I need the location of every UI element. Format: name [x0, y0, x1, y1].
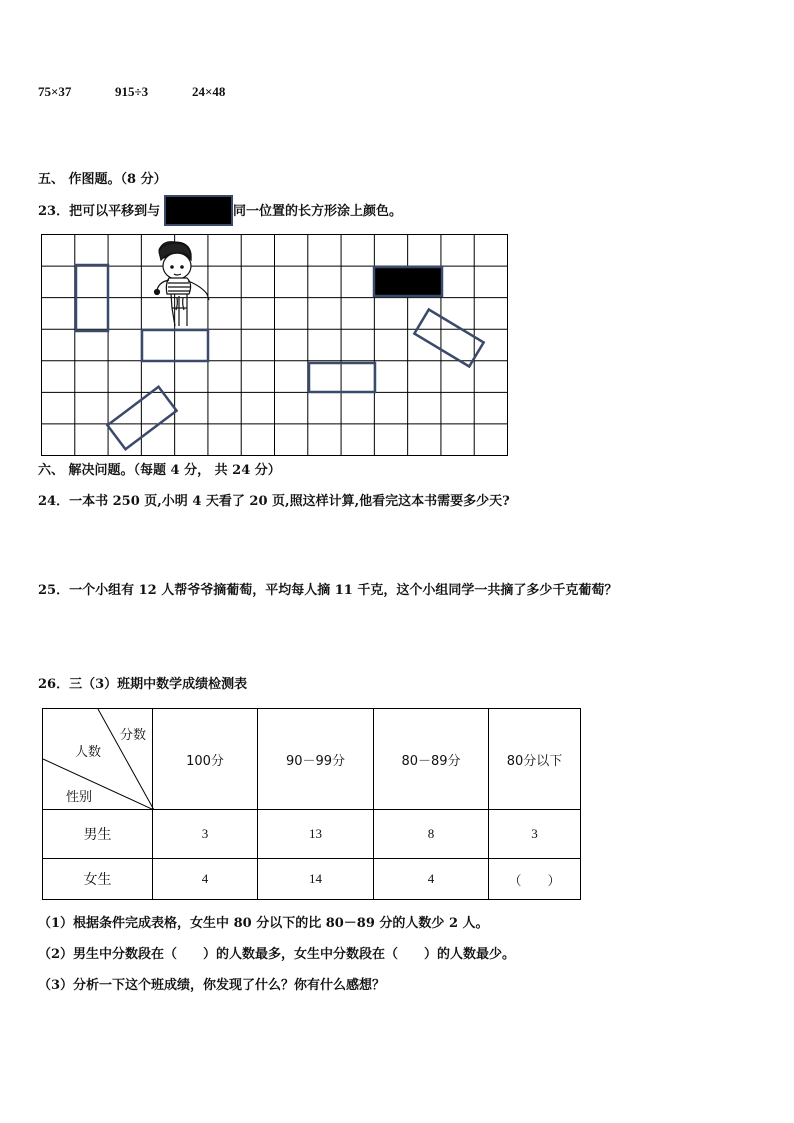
header-gender-label: 性别 — [66, 790, 93, 805]
header-score-label: 分数 — [120, 728, 147, 743]
table-cell-blank[interactable]: （ ） — [489, 859, 581, 900]
diagonal-header-cell — [43, 709, 153, 810]
rect-filled-target — [374, 267, 442, 296]
row-label-girls: 女生 — [43, 859, 153, 900]
column-header: 90－99分 — [258, 709, 374, 810]
table-cell: 4 — [374, 859, 489, 900]
table-cell: 8 — [374, 810, 489, 859]
q26-sub3: （3）分析一下这个班成绩，你发现了什么？你有什么感想？ — [38, 978, 386, 993]
q23-reference-rect — [164, 195, 233, 226]
q23-text-before: 23．把可以平移到与 — [38, 204, 161, 219]
translation-grid — [41, 234, 508, 456]
table-cell: 14 — [258, 859, 374, 900]
q25-text: 25．一个小组有 12 人帮爷爷摘葡萄，平均每人摘 11 千克，这个小组同学一共摘了多少千克葡萄？ — [38, 583, 618, 598]
header-count-label: 人数 — [75, 745, 102, 760]
score-table — [42, 708, 581, 900]
rect-tilted-right — [414, 310, 483, 367]
table-cell: 3 — [489, 810, 581, 859]
column-header: 80分以下 — [489, 709, 581, 810]
section6-title: 六、 解决问题。（每题 4 分， 共 24 分） — [38, 463, 281, 478]
table-cell: 3 — [153, 810, 258, 859]
q26-title: 26．三（3）班期中数学成绩检测表 — [38, 677, 248, 692]
table-cell: 13 — [258, 810, 374, 859]
row-label-boys: 男生 — [43, 810, 153, 859]
q26-sub2: （2）男生中分数段在（ ）的人数最多，女生中分数段在（ ）的人数最少。 — [38, 947, 516, 962]
calc-1: 75×37 — [38, 84, 72, 99]
rect-tilted-left — [107, 387, 176, 449]
q26-sub1: （1）根据条件完成表格，女生中 80 分以下的比 80－89 分的人数少 2 人。 — [38, 916, 489, 931]
column-header: 80－89分 — [374, 709, 489, 810]
section5-title: 五、 作图题。（8 分） — [38, 172, 167, 187]
table-cell: 4 — [153, 859, 258, 900]
calc-3: 24×48 — [192, 84, 226, 99]
q23-text-after: 同一位置的长方形涂上颜色。 — [233, 204, 403, 219]
q24-text: 24．一本书 250 页,小明 4 天看了 20 页,照这样计算,他看完这本书需要多少天? — [38, 494, 510, 509]
column-header: 100分 — [153, 709, 258, 810]
boy-figure — [155, 242, 210, 326]
rect-horizontal-2 — [309, 363, 375, 392]
calc-2: 915÷3 — [115, 84, 149, 99]
